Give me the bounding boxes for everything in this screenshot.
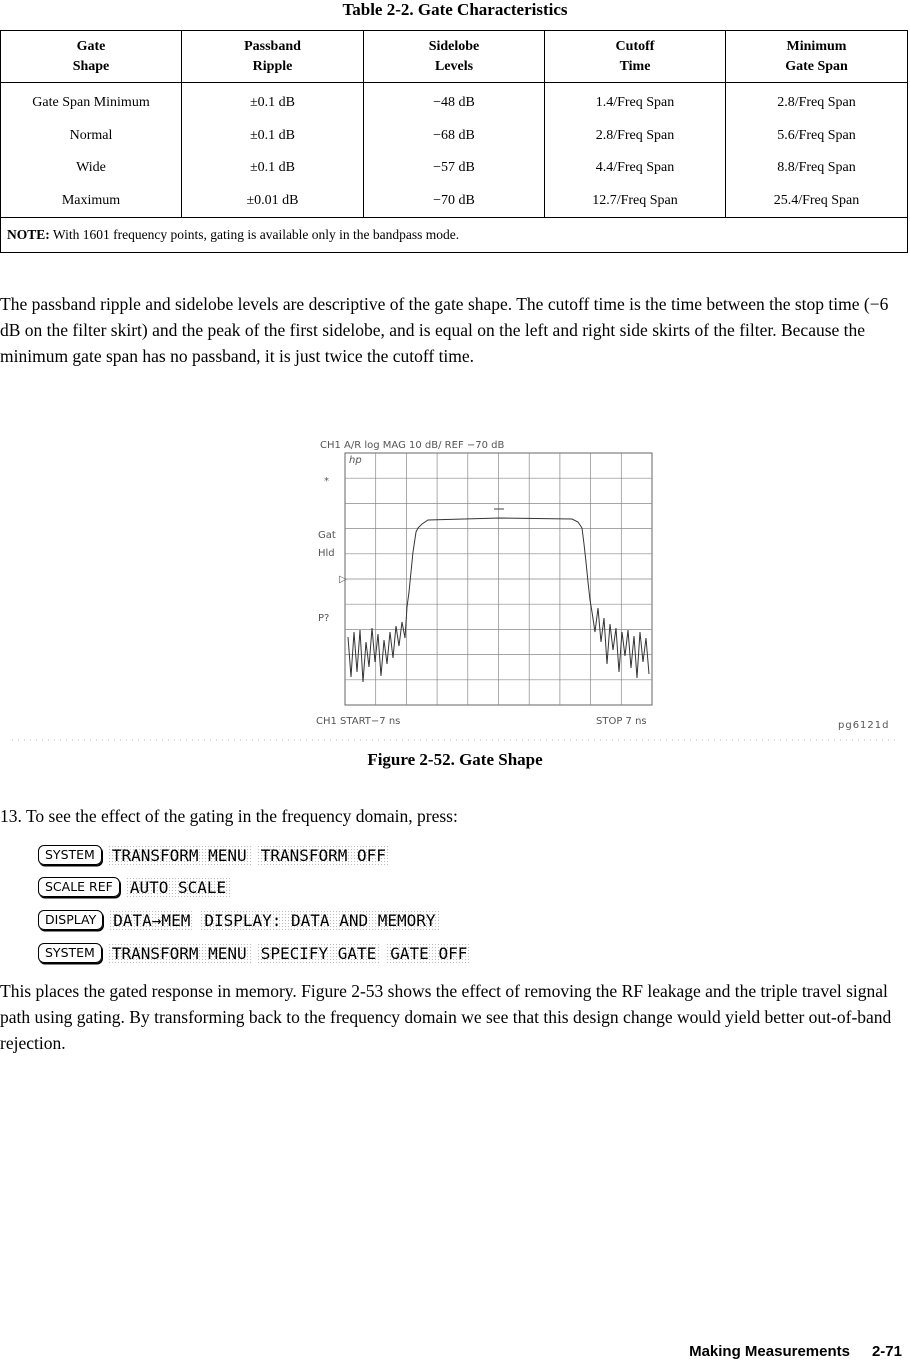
table-caption: Table 2-2. Gate Characteristics: [342, 0, 568, 19]
auto-scale-softkey[interactable]: AUTO SCALE: [126, 877, 230, 898]
display-data-and-memory-softkey[interactable]: DISPLAY: DATA AND MEMORY: [200, 910, 439, 931]
stop-label: STOP 7 ns: [596, 716, 647, 727]
table-row: [1, 120, 908, 153]
transform-menu-softkey[interactable]: TRANSFORM MENU: [108, 943, 251, 964]
column-header: Sidelobe Levels: [364, 31, 545, 83]
column-header: Passband Ripple: [182, 31, 364, 83]
scale-ref-key[interactable]: SCALE REF: [38, 877, 120, 897]
column-header: Gate Shape: [1, 31, 182, 83]
table-cell: ±0.1 dB: [182, 83, 364, 120]
table-cell: 5.6/Freq Span: [777, 127, 856, 143]
table-cell: ±0.01 dB: [182, 185, 364, 218]
paragraph-gate-description: The passband ripple and sidelobe levels are descriptive of the gate shape. The cutoff time is the time between the stop time (−6 dB on the filter skirt) and the peak of the first sidelobe, and is equal on the left and right side skirts of the filter. Because the minimum gate span has no passband, it is just twice the cutoff time.: [0, 294, 889, 366]
hp-logo: hp: [349, 455, 362, 466]
table-cell: 12.7/Freq Span: [545, 185, 726, 218]
table-cell: Wide: [1, 152, 182, 185]
column-header: Cutoff Time: [545, 31, 726, 83]
reference-marker-icon: ▷: [339, 574, 347, 585]
figure-header: CH1 A/R log MAG 10 dB/ REF −70 dB: [320, 440, 505, 451]
gate-off-softkey[interactable]: GATE OFF: [386, 943, 471, 964]
table-cell: −57 dB: [364, 152, 545, 185]
key-sequence-4: [38, 941, 471, 965]
gat-annotation: Gat: [318, 530, 336, 541]
note-text: With 1601 frequency points, gating is available only in the bandpass mode.: [52, 227, 460, 242]
display-key[interactable]: DISPLAY: [38, 910, 103, 930]
start-label: CH1 START−7 ns: [316, 716, 401, 727]
table-cell: Maximum: [1, 185, 182, 218]
step-text: To see the effect of the gating in the frequency domain, press:: [25, 806, 458, 826]
gate-characteristics-table: [0, 30, 908, 253]
hld-annotation: Hld: [318, 548, 335, 559]
star-annotation: *: [324, 476, 329, 487]
table-row: [1, 152, 908, 185]
key-sequence-1: [38, 843, 390, 867]
specify-gate-softkey[interactable]: SPECIFY GATE: [257, 943, 381, 964]
table-cell: ±0.1 dB: [182, 120, 364, 153]
data-to-mem-softkey[interactable]: DATA→MEM: [109, 910, 194, 931]
graticule-grid: [345, 453, 652, 705]
table-cell: −70 dB: [364, 185, 545, 218]
transform-off-softkey[interactable]: TRANSFORM OFF: [257, 845, 390, 866]
table-note-row: [1, 218, 908, 253]
note-label: NOTE:: [7, 227, 50, 242]
table-cell: 2.8/Freq Span: [545, 120, 726, 153]
system-key[interactable]: SYSTEM: [38, 845, 102, 865]
step-number: 13.: [0, 806, 22, 826]
table-row: [1, 185, 908, 218]
p-annotation: P?: [318, 613, 330, 624]
system-key[interactable]: SYSTEM: [38, 943, 102, 963]
gate-shape-figure: [0, 432, 910, 744]
figure-caption: Figure 2-52. Gate Shape: [367, 750, 543, 769]
footer-section: Making Measurements: [689, 1343, 850, 1360]
table-row: [1, 83, 908, 120]
page-number: 2-71: [871, 1343, 902, 1360]
table-header-row: [1, 31, 908, 83]
table-note: [1, 218, 908, 253]
table-cell: −48 dB: [364, 83, 545, 120]
table-cell: Normal: [1, 120, 182, 153]
paragraph-gated-response: This places the gated response in memory. Figure 2-53 shows the effect of removing the RF leakage and the triple travel signal path using gating. By transforming back to the frequency domain we see that this design change would yield better out-of-band rejection.: [0, 981, 892, 1053]
table-cell: −68 dB: [364, 120, 545, 153]
transform-menu-softkey[interactable]: TRANSFORM MENU: [108, 845, 251, 866]
table-cell: 1.4/Freq Span: [545, 83, 726, 120]
page-footer: [689, 1343, 902, 1360]
step-13: [0, 803, 910, 829]
table-cell: 25.4/Freq Span: [773, 192, 860, 208]
table-cell: Gate Span Minimum: [1, 83, 182, 120]
key-sequence-2: [38, 875, 230, 899]
table-cell: 4.4/Freq Span: [545, 152, 726, 185]
table-cell: ±0.1 dB: [182, 152, 364, 185]
key-sequence-3: [38, 908, 440, 932]
table-cell: 8.8/Freq Span: [777, 160, 856, 176]
figure-id: pg6121d: [838, 720, 890, 731]
column-header: Minimum Gate Span: [726, 31, 908, 83]
table-cell: 2.8/Freq Span: [777, 95, 856, 111]
